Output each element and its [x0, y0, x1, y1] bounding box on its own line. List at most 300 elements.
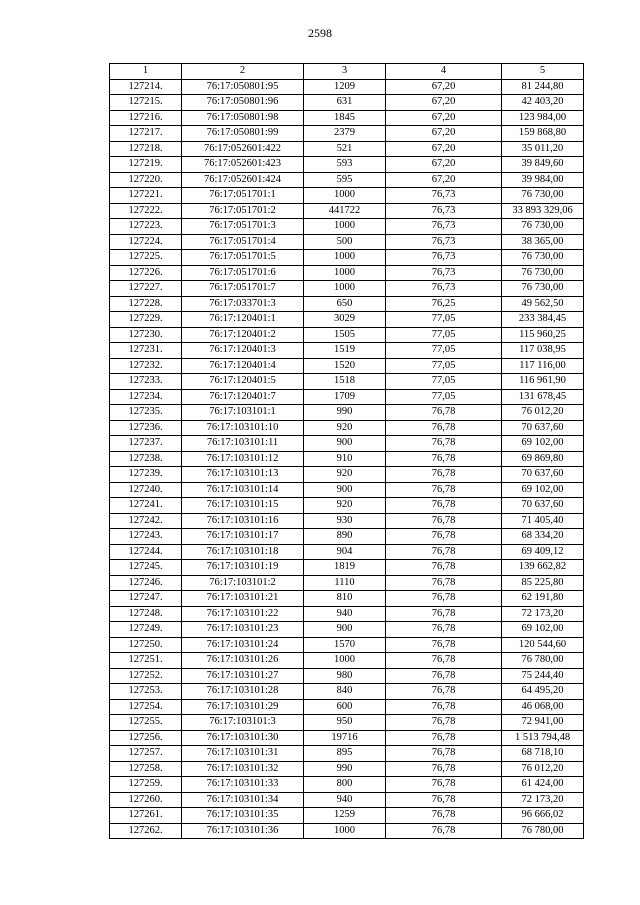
- value-cell: 1 513 794,48: [502, 730, 584, 746]
- row-number-cell: 127251.: [110, 653, 182, 669]
- value-cell: 117 116,00: [502, 358, 584, 374]
- row-number-cell: 127249.: [110, 622, 182, 638]
- table-row: [110, 823, 584, 839]
- area-cell: 595: [304, 172, 386, 188]
- rate-cell: 76,78: [386, 715, 502, 731]
- row-number-cell: 127230.: [110, 327, 182, 343]
- area-cell: 1000: [304, 823, 386, 839]
- area-cell: 1570: [304, 637, 386, 653]
- table-body: [110, 79, 584, 839]
- value-cell: 81 244,80: [502, 79, 584, 95]
- cadastral-number-cell: 76:17:103101:32: [182, 761, 304, 777]
- table-row: [110, 79, 584, 95]
- area-cell: 1505: [304, 327, 386, 343]
- table-row: [110, 606, 584, 622]
- area-cell: 631: [304, 95, 386, 111]
- value-cell: 76 730,00: [502, 250, 584, 266]
- area-cell: 593: [304, 157, 386, 173]
- area-cell: 1000: [304, 219, 386, 235]
- area-cell: 19716: [304, 730, 386, 746]
- value-cell: 115 960,25: [502, 327, 584, 343]
- rate-cell: 76,78: [386, 482, 502, 498]
- value-cell: 46 068,00: [502, 699, 584, 715]
- table-row: [110, 544, 584, 560]
- cadastral-number-cell: 76:17:120401:3: [182, 343, 304, 359]
- rate-cell: 76,73: [386, 234, 502, 250]
- area-cell: 1000: [304, 281, 386, 297]
- cadastral-number-cell: 76:17:103101:24: [182, 637, 304, 653]
- table-row: [110, 730, 584, 746]
- cadastral-number-cell: 76:17:051701:2: [182, 203, 304, 219]
- table-row: [110, 622, 584, 638]
- cadastral-number-cell: 76:17:103101:30: [182, 730, 304, 746]
- area-cell: 1845: [304, 110, 386, 126]
- area-cell: 2379: [304, 126, 386, 142]
- value-cell: 76 730,00: [502, 265, 584, 281]
- cadastral-number-cell: 76:17:033701:3: [182, 296, 304, 312]
- value-cell: 131 678,45: [502, 389, 584, 405]
- rate-cell: 76,73: [386, 281, 502, 297]
- area-cell: 890: [304, 529, 386, 545]
- value-cell: 76 730,00: [502, 219, 584, 235]
- area-cell: 904: [304, 544, 386, 560]
- value-cell: 42 403,20: [502, 95, 584, 111]
- value-cell: 71 405,40: [502, 513, 584, 529]
- row-number-cell: 127246.: [110, 575, 182, 591]
- cadastral-number-cell: 76:17:103101:34: [182, 792, 304, 808]
- rate-cell: 76,78: [386, 451, 502, 467]
- area-cell: 1518: [304, 374, 386, 390]
- row-number-cell: 127237.: [110, 436, 182, 452]
- row-number-cell: 127235.: [110, 405, 182, 421]
- row-number-cell: 127234.: [110, 389, 182, 405]
- row-number-cell: 127262.: [110, 823, 182, 839]
- value-cell: 39 849,60: [502, 157, 584, 173]
- cadastral-number-cell: 76:17:120401:1: [182, 312, 304, 328]
- row-number-cell: 127245.: [110, 560, 182, 576]
- table-row: [110, 684, 584, 700]
- row-number-cell: 127217.: [110, 126, 182, 142]
- table-row: [110, 234, 584, 250]
- value-cell: 72 173,20: [502, 792, 584, 808]
- rate-cell: 76,78: [386, 730, 502, 746]
- cadastral-number-cell: 76:17:103101:13: [182, 467, 304, 483]
- cadastral-number-cell: 76:17:103101:14: [182, 482, 304, 498]
- table-row: [110, 343, 584, 359]
- row-number-cell: 127229.: [110, 312, 182, 328]
- cadastral-number-cell: 76:17:051701:4: [182, 234, 304, 250]
- row-number-cell: 127250.: [110, 637, 182, 653]
- rate-cell: 76,73: [386, 265, 502, 281]
- cadastral-number-cell: 76:17:103101:36: [182, 823, 304, 839]
- cadastral-number-cell: 76:17:120401:7: [182, 389, 304, 405]
- cadastral-number-cell: 76:17:103101:29: [182, 699, 304, 715]
- value-cell: 76 012,20: [502, 761, 584, 777]
- cadastral-number-cell: 76:17:050801:96: [182, 95, 304, 111]
- table-row: [110, 327, 584, 343]
- row-number-cell: 127214.: [110, 79, 182, 95]
- value-cell: 49 562,50: [502, 296, 584, 312]
- row-number-cell: 127254.: [110, 699, 182, 715]
- area-cell: 940: [304, 606, 386, 622]
- rate-cell: 76,78: [386, 420, 502, 436]
- rate-cell: 76,78: [386, 467, 502, 483]
- cadastral-number-cell: 76:17:051701:7: [182, 281, 304, 297]
- cadastral-number-cell: 76:17:103101:31: [182, 746, 304, 762]
- area-cell: 1110: [304, 575, 386, 591]
- table-row: [110, 575, 584, 591]
- rate-cell: 77,05: [386, 343, 502, 359]
- area-cell: 1819: [304, 560, 386, 576]
- row-number-cell: 127248.: [110, 606, 182, 622]
- rate-cell: 67,20: [386, 95, 502, 111]
- cadastral-number-cell: 76:17:120401:4: [182, 358, 304, 374]
- table-row: [110, 513, 584, 529]
- rate-cell: 76,73: [386, 203, 502, 219]
- table-row: [110, 265, 584, 281]
- rate-cell: 76,78: [386, 746, 502, 762]
- cadastral-number-cell: 76:17:103101:16: [182, 513, 304, 529]
- row-number-cell: 127236.: [110, 420, 182, 436]
- rate-cell: 77,05: [386, 374, 502, 390]
- value-cell: 64 495,20: [502, 684, 584, 700]
- rate-cell: 77,05: [386, 358, 502, 374]
- table-row: [110, 436, 584, 452]
- rate-cell: 67,20: [386, 172, 502, 188]
- table-row: [110, 110, 584, 126]
- table-row: [110, 761, 584, 777]
- area-cell: 900: [304, 436, 386, 452]
- value-cell: 75 244,40: [502, 668, 584, 684]
- table-row: [110, 95, 584, 111]
- row-number-cell: 127241.: [110, 498, 182, 514]
- table-row: [110, 141, 584, 157]
- value-cell: 38 365,00: [502, 234, 584, 250]
- value-cell: 76 730,00: [502, 281, 584, 297]
- row-number-cell: 127222.: [110, 203, 182, 219]
- row-number-cell: 127223.: [110, 219, 182, 235]
- cadastral-number-cell: 76:17:051701:3: [182, 219, 304, 235]
- table-row: [110, 482, 584, 498]
- cadastral-number-cell: 76:17:051701:1: [182, 188, 304, 204]
- value-cell: 39 984,00: [502, 172, 584, 188]
- rate-cell: 76,73: [386, 219, 502, 235]
- area-cell: 895: [304, 746, 386, 762]
- row-number-cell: 127243.: [110, 529, 182, 545]
- row-number-cell: 127256.: [110, 730, 182, 746]
- rate-cell: 76,78: [386, 498, 502, 514]
- table-row: [110, 126, 584, 142]
- rate-cell: 76,78: [386, 808, 502, 824]
- value-cell: 159 868,80: [502, 126, 584, 142]
- table-row: [110, 219, 584, 235]
- area-cell: 920: [304, 498, 386, 514]
- column-header: 2: [182, 64, 304, 80]
- table-row: [110, 808, 584, 824]
- row-number-cell: 127221.: [110, 188, 182, 204]
- row-number-cell: 127227.: [110, 281, 182, 297]
- row-number-cell: 127240.: [110, 482, 182, 498]
- area-cell: 900: [304, 622, 386, 638]
- row-number-cell: 127215.: [110, 95, 182, 111]
- rate-cell: 67,20: [386, 141, 502, 157]
- rate-cell: 76,78: [386, 513, 502, 529]
- rate-cell: 67,20: [386, 110, 502, 126]
- table-row: [110, 188, 584, 204]
- cadastral-number-cell: 76:17:120401:5: [182, 374, 304, 390]
- cadastral-number-cell: 76:17:050801:99: [182, 126, 304, 142]
- area-cell: 990: [304, 405, 386, 421]
- table-row: [110, 668, 584, 684]
- value-cell: 35 011,20: [502, 141, 584, 157]
- area-cell: 950: [304, 715, 386, 731]
- value-cell: 61 424,00: [502, 777, 584, 793]
- cadastral-number-cell: 76:17:103101:28: [182, 684, 304, 700]
- rate-cell: 76,78: [386, 637, 502, 653]
- cadastral-number-cell: 76:17:103101:10: [182, 420, 304, 436]
- cadastral-number-cell: 76:17:103101:26: [182, 653, 304, 669]
- row-number-cell: 127238.: [110, 451, 182, 467]
- value-cell: 69 102,00: [502, 622, 584, 638]
- area-cell: 920: [304, 467, 386, 483]
- area-cell: 990: [304, 761, 386, 777]
- page-number: 2598: [308, 26, 332, 40]
- value-cell: 72 173,20: [502, 606, 584, 622]
- column-header: 1: [110, 64, 182, 80]
- table-row: [110, 467, 584, 483]
- table-row: [110, 715, 584, 731]
- table-row: [110, 653, 584, 669]
- area-cell: 1000: [304, 265, 386, 281]
- value-cell: 233 384,45: [502, 312, 584, 328]
- area-cell: 650: [304, 296, 386, 312]
- table-row: [110, 281, 584, 297]
- row-number-cell: 127257.: [110, 746, 182, 762]
- row-number-cell: 127219.: [110, 157, 182, 173]
- table-row: [110, 172, 584, 188]
- value-cell: 120 544,60: [502, 637, 584, 653]
- area-cell: 900: [304, 482, 386, 498]
- cadastral-number-cell: 76:17:103101:27: [182, 668, 304, 684]
- rate-cell: 76,73: [386, 250, 502, 266]
- value-cell: 76 780,00: [502, 823, 584, 839]
- row-number-cell: 127225.: [110, 250, 182, 266]
- area-cell: 521: [304, 141, 386, 157]
- row-number-cell: 127231.: [110, 343, 182, 359]
- cadastral-number-cell: 76:17:103101:22: [182, 606, 304, 622]
- area-cell: 1000: [304, 653, 386, 669]
- row-number-cell: 127260.: [110, 792, 182, 808]
- cadastral-number-cell: 76:17:050801:98: [182, 110, 304, 126]
- rate-cell: 76,78: [386, 699, 502, 715]
- table-row: [110, 529, 584, 545]
- value-cell: 69 869,80: [502, 451, 584, 467]
- cadastral-number-cell: 76:17:103101:17: [182, 529, 304, 545]
- value-cell: 33 893 329,06: [502, 203, 584, 219]
- header-row: [110, 64, 584, 80]
- data-table: [109, 63, 584, 839]
- table-row: [110, 792, 584, 808]
- value-cell: 76 012,20: [502, 405, 584, 421]
- rate-cell: 77,05: [386, 389, 502, 405]
- area-cell: 600: [304, 699, 386, 715]
- column-header: 5: [502, 64, 584, 80]
- table-row: [110, 389, 584, 405]
- cadastral-number-cell: 76:17:103101:15: [182, 498, 304, 514]
- rate-cell: 76,78: [386, 622, 502, 638]
- cadastral-number-cell: 76:17:103101:35: [182, 808, 304, 824]
- row-number-cell: 127218.: [110, 141, 182, 157]
- value-cell: 68 334,20: [502, 529, 584, 545]
- table-row: [110, 498, 584, 514]
- table-row: [110, 746, 584, 762]
- row-number-cell: 127252.: [110, 668, 182, 684]
- row-number-cell: 127220.: [110, 172, 182, 188]
- cadastral-number-cell: 76:17:103101:11: [182, 436, 304, 452]
- rate-cell: 76,78: [386, 653, 502, 669]
- rate-cell: 67,20: [386, 126, 502, 142]
- cadastral-number-cell: 76:17:103101:3: [182, 715, 304, 731]
- cadastral-number-cell: 76:17:103101:18: [182, 544, 304, 560]
- table-row: [110, 591, 584, 607]
- value-cell: 96 666,02: [502, 808, 584, 824]
- row-number-cell: 127233.: [110, 374, 182, 390]
- area-cell: 1000: [304, 188, 386, 204]
- row-number-cell: 127253.: [110, 684, 182, 700]
- rate-cell: 76,78: [386, 405, 502, 421]
- rate-cell: 76,78: [386, 777, 502, 793]
- table-row: [110, 451, 584, 467]
- cadastral-number-cell: 76:17:103101:2: [182, 575, 304, 591]
- value-cell: 139 662,82: [502, 560, 584, 576]
- row-number-cell: 127261.: [110, 808, 182, 824]
- rate-cell: 76,78: [386, 436, 502, 452]
- rate-cell: 67,20: [386, 79, 502, 95]
- table-row: [110, 374, 584, 390]
- table-row: [110, 420, 584, 436]
- rate-cell: 76,78: [386, 684, 502, 700]
- area-cell: 800: [304, 777, 386, 793]
- area-cell: 1000: [304, 250, 386, 266]
- table-row: [110, 777, 584, 793]
- rate-cell: 76,78: [386, 606, 502, 622]
- area-cell: 980: [304, 668, 386, 684]
- column-header: 3: [304, 64, 386, 80]
- table-row: [110, 637, 584, 653]
- row-number-cell: 127226.: [110, 265, 182, 281]
- table-row: [110, 203, 584, 219]
- rate-cell: 67,20: [386, 157, 502, 173]
- rate-cell: 76,78: [386, 529, 502, 545]
- cadastral-number-cell: 76:17:103101:21: [182, 591, 304, 607]
- row-number-cell: 127232.: [110, 358, 182, 374]
- cadastral-number-cell: 76:17:103101:19: [182, 560, 304, 576]
- value-cell: 76 730,00: [502, 188, 584, 204]
- cadastral-number-cell: 76:17:103101:23: [182, 622, 304, 638]
- rate-cell: 76,78: [386, 761, 502, 777]
- table-row: [110, 157, 584, 173]
- table-row: [110, 296, 584, 312]
- rate-cell: 76,78: [386, 792, 502, 808]
- cadastral-number-cell: 76:17:052601:424: [182, 172, 304, 188]
- area-cell: 500: [304, 234, 386, 250]
- rate-cell: 76,78: [386, 591, 502, 607]
- value-cell: 62 191,80: [502, 591, 584, 607]
- table-row: [110, 358, 584, 374]
- rate-cell: 77,05: [386, 312, 502, 328]
- row-number-cell: 127239.: [110, 467, 182, 483]
- area-cell: 940: [304, 792, 386, 808]
- area-cell: 840: [304, 684, 386, 700]
- cadastral-number-cell: 76:17:120401:2: [182, 327, 304, 343]
- rate-cell: 76,78: [386, 575, 502, 591]
- table-row: [110, 250, 584, 266]
- table-row: [110, 699, 584, 715]
- row-number-cell: 127255.: [110, 715, 182, 731]
- row-number-cell: 127224.: [110, 234, 182, 250]
- value-cell: 123 984,00: [502, 110, 584, 126]
- rate-cell: 77,05: [386, 327, 502, 343]
- area-cell: 930: [304, 513, 386, 529]
- value-cell: 69 102,00: [502, 482, 584, 498]
- area-cell: 810: [304, 591, 386, 607]
- rate-cell: 76,78: [386, 544, 502, 560]
- area-cell: 920: [304, 420, 386, 436]
- row-number-cell: 127242.: [110, 513, 182, 529]
- row-number-cell: 127258.: [110, 761, 182, 777]
- table-row: [110, 405, 584, 421]
- rate-cell: 76,78: [386, 823, 502, 839]
- rate-cell: 76,73: [386, 188, 502, 204]
- cadastral-number-cell: 76:17:103101:12: [182, 451, 304, 467]
- area-cell: 3029: [304, 312, 386, 328]
- value-cell: 69 409,12: [502, 544, 584, 560]
- value-cell: 72 941,00: [502, 715, 584, 731]
- area-cell: 1709: [304, 389, 386, 405]
- area-cell: 910: [304, 451, 386, 467]
- value-cell: 70 637,60: [502, 498, 584, 514]
- cadastral-number-cell: 76:17:052601:422: [182, 141, 304, 157]
- rate-cell: 76,78: [386, 560, 502, 576]
- cadastral-number-cell: 76:17:103101:33: [182, 777, 304, 793]
- row-number-cell: 127247.: [110, 591, 182, 607]
- table-row: [110, 560, 584, 576]
- column-header: 4: [386, 64, 502, 80]
- value-cell: 68 718,10: [502, 746, 584, 762]
- value-cell: 76 780,00: [502, 653, 584, 669]
- value-cell: 117 038,95: [502, 343, 584, 359]
- area-cell: 1520: [304, 358, 386, 374]
- row-number-cell: 127216.: [110, 110, 182, 126]
- value-cell: 85 225,80: [502, 575, 584, 591]
- cadastral-number-cell: 76:17:051701:5: [182, 250, 304, 266]
- area-cell: 1209: [304, 79, 386, 95]
- row-number-cell: 127259.: [110, 777, 182, 793]
- table-row: [110, 312, 584, 328]
- area-cell: 1259: [304, 808, 386, 824]
- row-number-cell: 127244.: [110, 544, 182, 560]
- value-cell: 70 637,60: [502, 467, 584, 483]
- cadastral-number-cell: 76:17:103101:1: [182, 405, 304, 421]
- value-cell: 69 102,00: [502, 436, 584, 452]
- area-cell: 441722: [304, 203, 386, 219]
- area-cell: 1519: [304, 343, 386, 359]
- value-cell: 116 961,90: [502, 374, 584, 390]
- rate-cell: 76,78: [386, 668, 502, 684]
- cadastral-number-cell: 76:17:051701:6: [182, 265, 304, 281]
- value-cell: 70 637,60: [502, 420, 584, 436]
- cadastral-number-cell: 76:17:050801:95: [182, 79, 304, 95]
